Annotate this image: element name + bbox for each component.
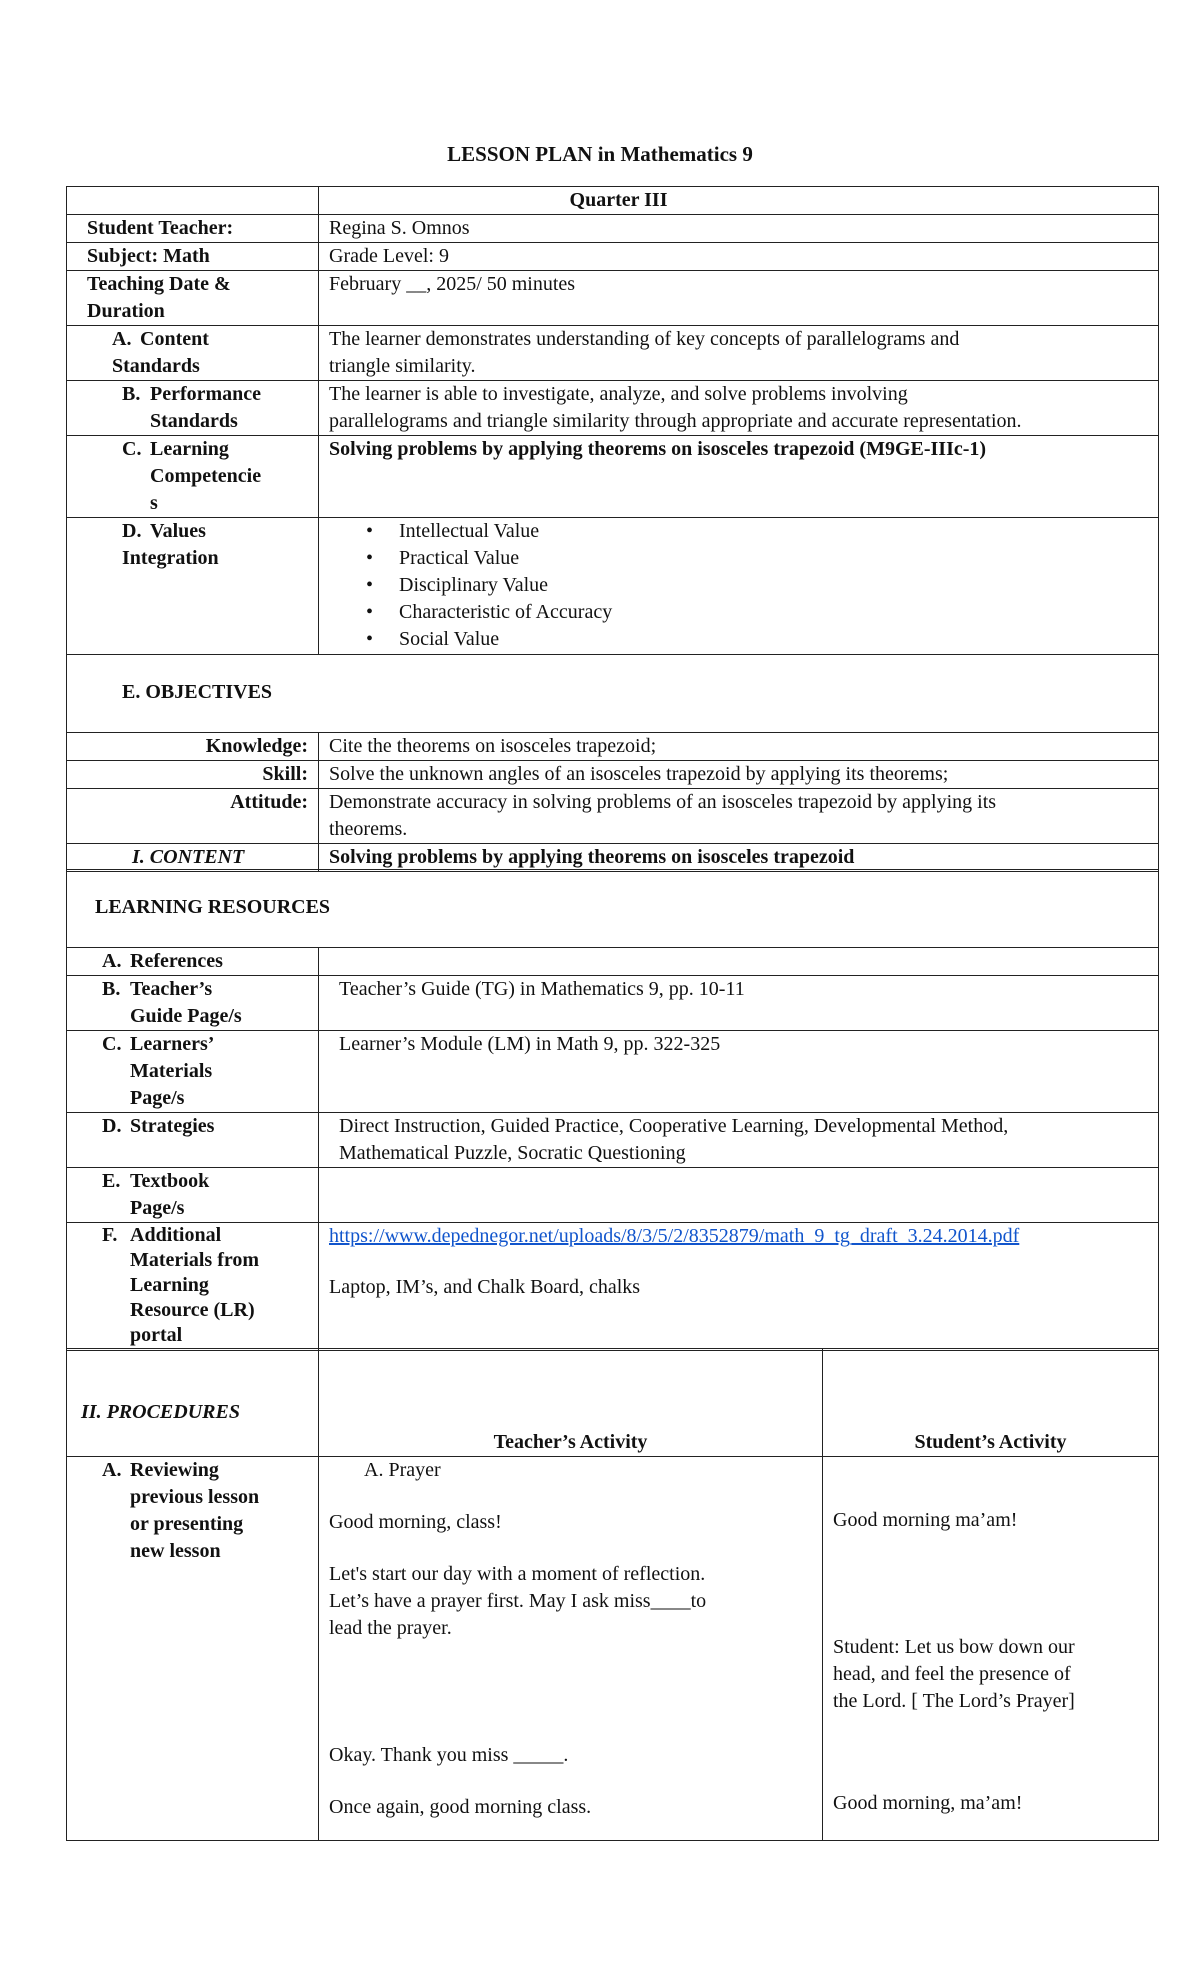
content-standards-label: A. Content Standards — [67, 326, 319, 381]
teaching-date-value: February __, 2025/ 50 minutes — [319, 271, 1159, 326]
references-label: A. References — [67, 948, 319, 976]
value-item: • Characteristic of Accuracy — [399, 599, 1148, 626]
student-activity-cell — [823, 1457, 1159, 1841]
value-item: • Disciplinary Value — [399, 572, 1148, 599]
content-label: I. CONTENT — [67, 844, 319, 872]
textbook-value — [319, 1168, 1159, 1223]
prayer-subheading: A. Prayer — [364, 1459, 441, 1481]
performance-standards-text: The learner is able to investigate, analyze, and solve problems involving parallelograms and triangle similarity through appropriate and accurate representation. — [319, 381, 1159, 436]
content-text: Solving problems by applying theorems on isosceles trapezoid — [319, 844, 1159, 872]
learning-competencies-label: C. Learning Competencie s — [67, 436, 319, 518]
learning-resources-heading: LEARNING RESOURCES — [67, 870, 1159, 948]
performance-standards-label: B. Performance Standards — [67, 381, 319, 436]
teacher-line: lead the prayer. — [329, 1617, 452, 1639]
objectives-heading: E. OBJECTIVES — [67, 655, 1159, 733]
student-teacher-value: Regina S. Omnos — [319, 215, 1159, 243]
learners-materials-label: C. Learners’ Materials Page/s — [67, 1031, 319, 1113]
quarter-label: Quarter III — [319, 187, 1159, 215]
student-line: head, and feel the presence of — [833, 1663, 1071, 1685]
learning-competency-text: Solving problems by applying theorems on isosceles trapezoid (M9GE-IIIc-1) — [319, 436, 1159, 518]
content-standards-text: The learner demonstrates understanding of key concepts of parallelograms and triangle similarity. — [319, 326, 1159, 381]
teacher-line: Once again, good morning class. — [329, 1796, 592, 1818]
knowledge-text: Cite the theorems on isosceles trapezoid; — [319, 733, 1159, 761]
additional-materials-text — [319, 1223, 1159, 1351]
learning-resources-table — [66, 869, 1159, 1351]
additional-materials-label: F. Additional Materials from Learning Resource (LR) portal — [67, 1223, 319, 1351]
procedures-heading: II. PROCEDURES — [67, 1349, 319, 1457]
lesson-info-table — [66, 186, 1159, 872]
strategies-label: D. Strategies — [67, 1113, 319, 1168]
knowledge-label: Knowledge: — [67, 733, 319, 761]
materials-text: Laptop, IM’s, and Chalk Board, chalks — [329, 1276, 641, 1298]
value-item: • Social Value — [399, 626, 1148, 653]
attitude-text: Demonstrate accuracy in solving problems of an isosceles trapezoid by applying its theorems. — [319, 789, 1159, 844]
procedures-table — [66, 1348, 1159, 1841]
teacher-line: Let's start our day with a moment of reflection. — [329, 1563, 706, 1585]
grade-level-value: Grade Level: 9 — [319, 243, 1159, 271]
references-value — [319, 948, 1159, 976]
teachers-guide-text: Teacher’s Guide (TG) in Mathematics 9, pp. 10-11 — [319, 976, 1159, 1031]
attitude-label: Attitude: — [67, 789, 319, 844]
subject-label: Subject: Math — [67, 243, 319, 271]
teaching-date-label: Teaching Date & Duration — [67, 271, 319, 326]
value-item: • Practical Value — [399, 545, 1148, 572]
learners-materials-text: Learner’s Module (LM) in Math 9, pp. 322-325 — [319, 1031, 1159, 1113]
teacher-activity-header: Teacher’s Activity — [319, 1349, 823, 1457]
strategies-text: Direct Instruction, Guided Practice, Cooperative Learning, Developmental Method, Mathematical Puzzle, Socratic Questioning — [319, 1113, 1159, 1168]
student-line: Student: Let us bow down our — [833, 1636, 1075, 1658]
student-teacher-label: Student Teacher: — [67, 215, 319, 243]
page-title: LESSON PLAN in Mathematics 9 — [447, 142, 753, 166]
student-line: the Lord. [ The Lord’s Prayer] — [833, 1690, 1075, 1712]
student-line: Good morning, ma’am! — [833, 1792, 1023, 1814]
teacher-line: Let’s have a prayer first. May I ask miss____to — [329, 1590, 707, 1612]
value-item: • Intellectual Value — [399, 518, 1148, 545]
values-list — [319, 518, 1159, 655]
values-integration-label: D. Values Integration — [67, 518, 319, 655]
teacher-activity-cell — [319, 1457, 823, 1841]
skill-text: Solve the unknown angles of an isosceles trapezoid by applying its theorems; — [319, 761, 1159, 789]
reviewing-lesson-label: A. Reviewing previous lesson or presenting new lesson — [67, 1457, 319, 1841]
textbook-label: E. Textbook Page/s — [67, 1168, 319, 1223]
student-activity-header: Student’s Activity — [823, 1349, 1159, 1457]
teacher-line: Okay. Thank you miss _____. — [329, 1744, 569, 1766]
student-line: Good morning ma’am! — [833, 1509, 1018, 1531]
teachers-guide-label: B. Teacher’s Guide Page/s — [67, 976, 319, 1031]
teacher-line: Good morning, class! — [329, 1511, 502, 1533]
resource-link[interactable]: https://www.depednegor.net/uploads/8/3/5/2/8352879/math_9_tg_draft_3.24.2014.pdf — [329, 1225, 1020, 1247]
skill-label: Skill: — [67, 761, 319, 789]
